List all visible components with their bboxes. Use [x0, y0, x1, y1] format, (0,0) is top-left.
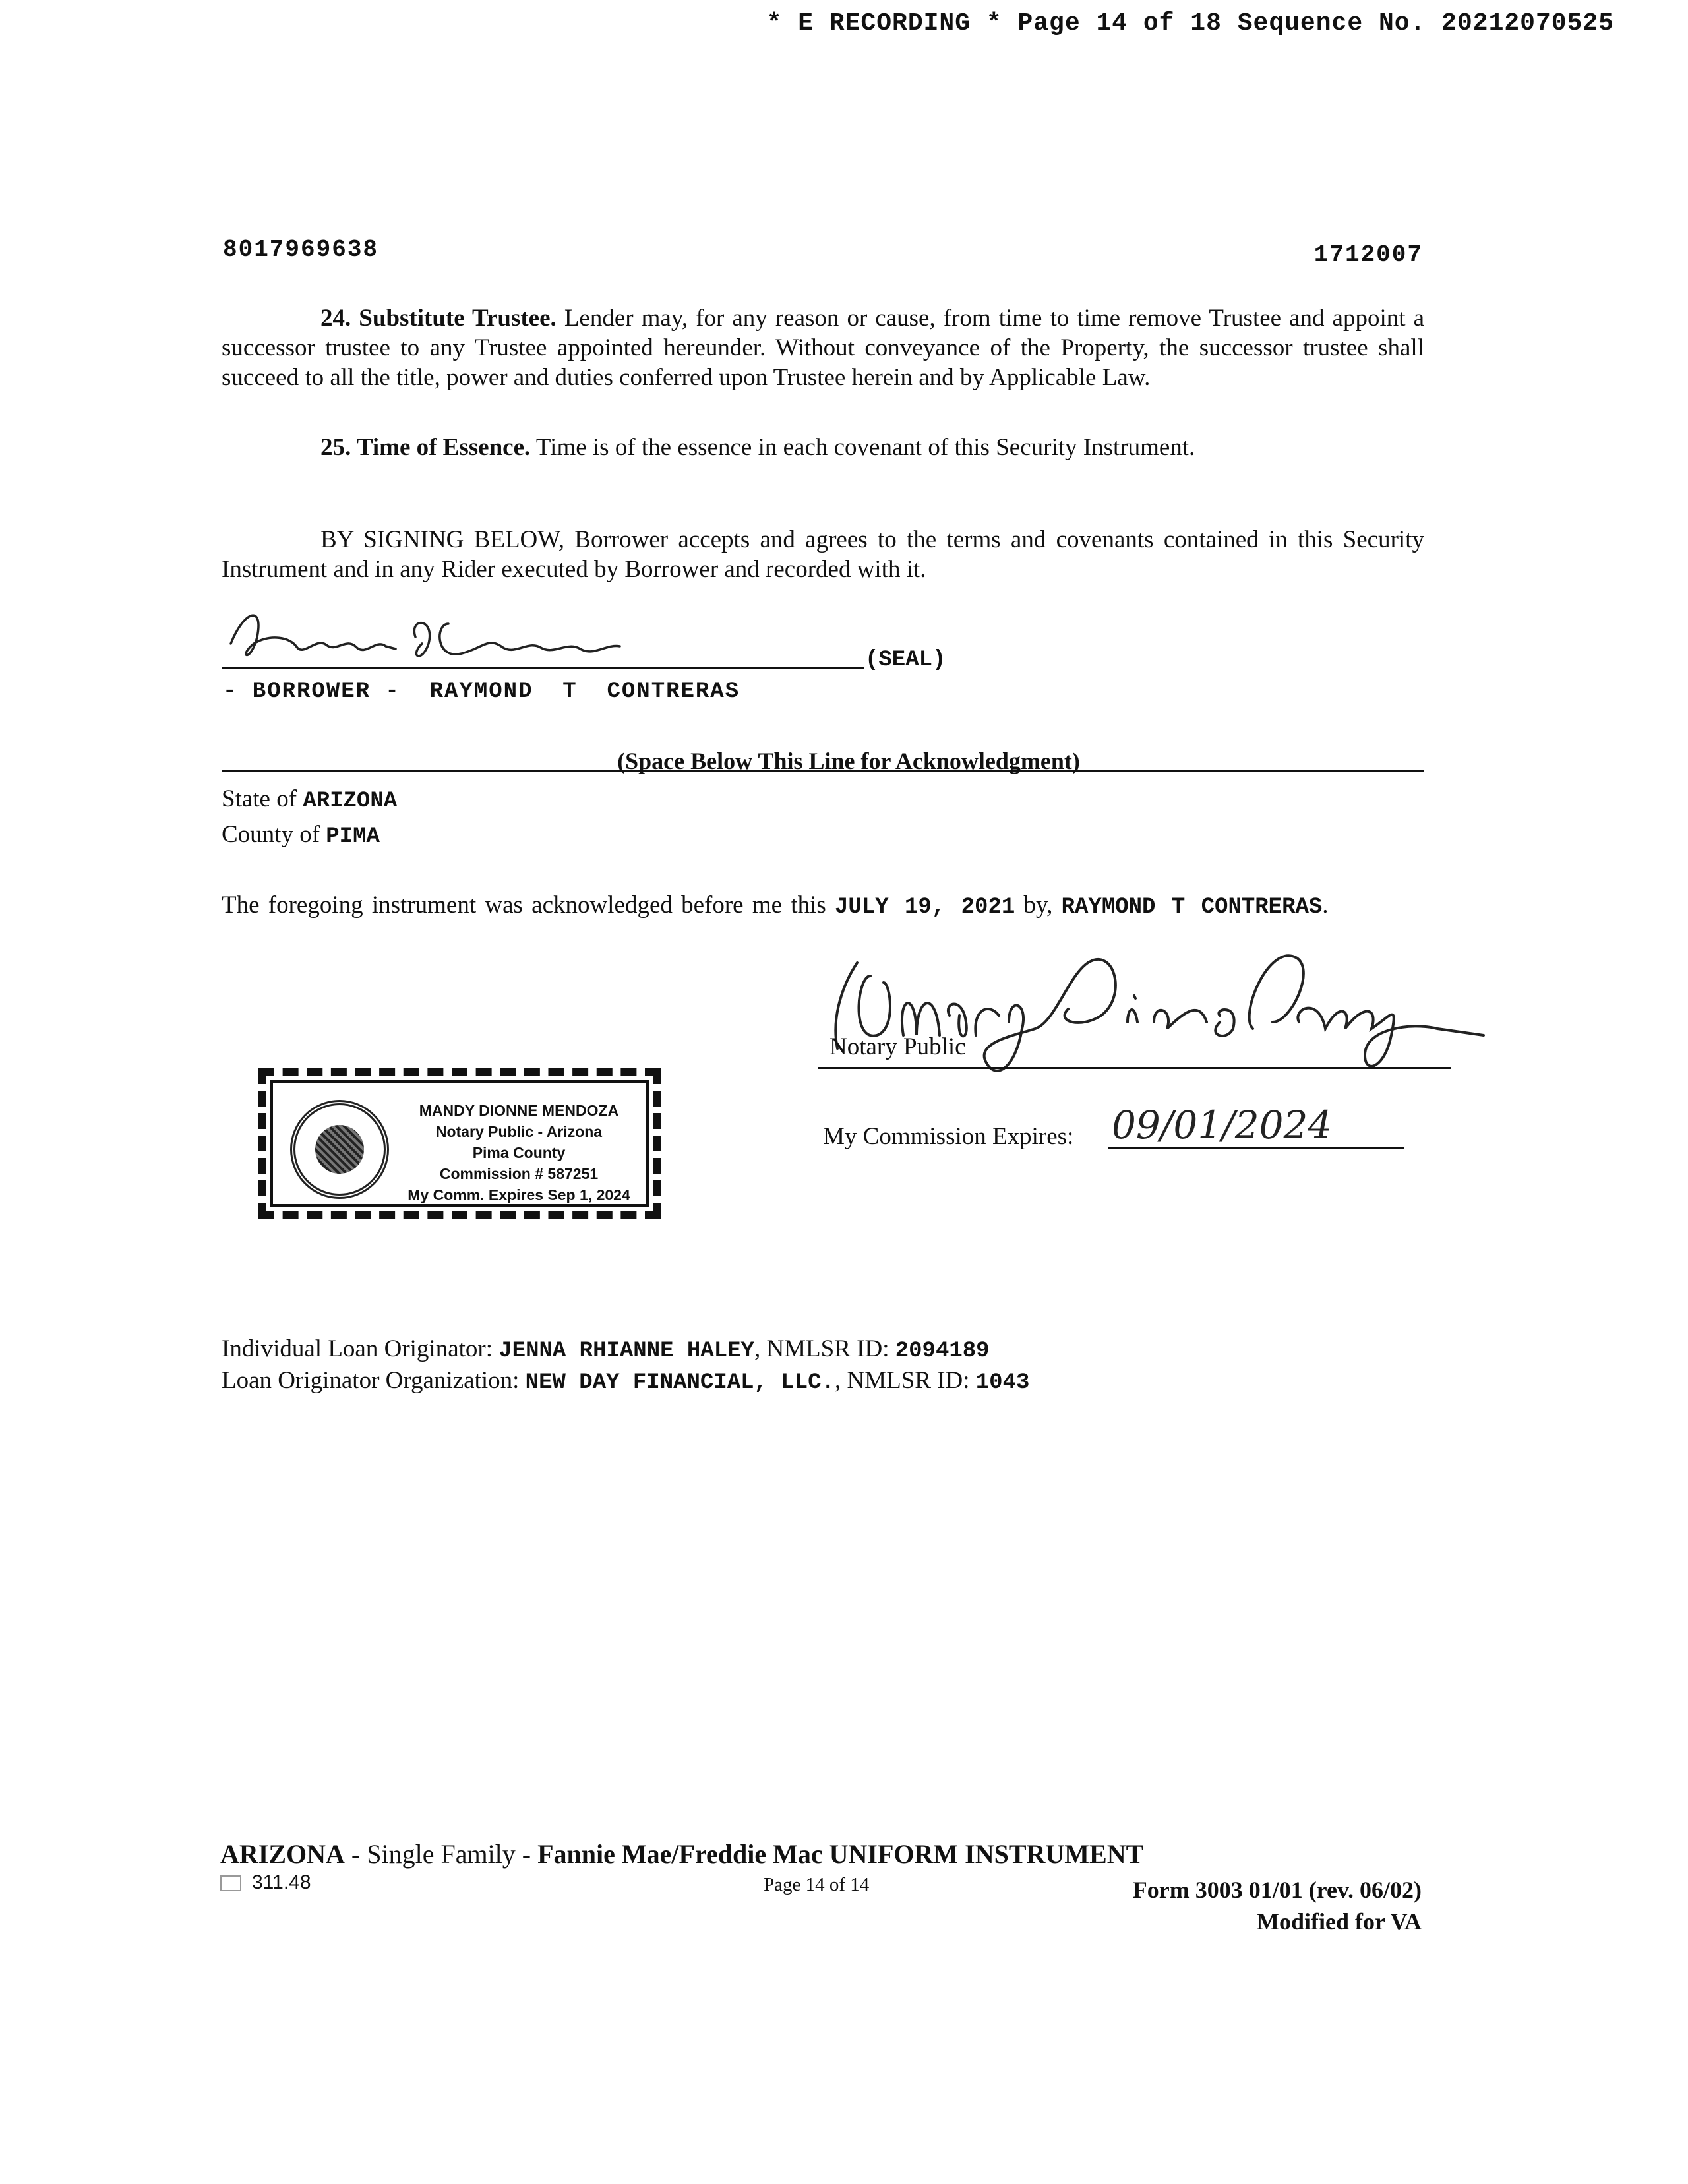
- organization-originator: [222, 1366, 1029, 1395]
- section-25-body: Time is of the essence in each covenant of this Security Instrument.: [535, 434, 1195, 461]
- loan-number-right: 1712007: [1313, 241, 1423, 268]
- individual-id: 2094189: [895, 1339, 990, 1364]
- footer-title: [220, 1838, 1143, 1869]
- footer-form-number: Form 3003 01/01 (rev. 06/02): [1132, 1877, 1422, 1903]
- section-24-body: Lender may, for any reason or cause, from time to time remove Trustee and appoint a successor trustee to any Trustee appointed hereunder. Without conveyance of the Property, the successor trustee shall succeed to all the title, power and duties conferred upon Trustee herein and by Applicable Law.: [222, 305, 1424, 391]
- stamp-line-3: Pima County: [472, 1144, 566, 1161]
- state-line: [222, 785, 397, 814]
- footer-modified: Modified for VA: [1256, 1908, 1422, 1935]
- state-label: State of: [222, 785, 297, 812]
- individual-id-label: , NMLSR ID:: [754, 1335, 889, 1362]
- footer-page: Page 14 of 14: [764, 1874, 870, 1895]
- organization-id-label: , NMLSR ID:: [834, 1367, 970, 1394]
- stamp-line-5: My Comm. Expires Sep 1, 2024: [407, 1186, 630, 1203]
- stamp-line-4: Commission # 587251: [439, 1165, 599, 1182]
- county-line: [222, 820, 380, 849]
- footer-instrument: Fannie Mae/Freddie Mac UNIFORM INSTRUMENT: [537, 1839, 1144, 1869]
- loan-number-left: 8017969638: [223, 236, 379, 263]
- notary-stamp: [258, 1068, 661, 1219]
- recording-header: * E RECORDING * Page 14 of 18 Sequence No. 20212070525: [766, 9, 1614, 38]
- individual-originator-label: Individual Loan Originator:: [222, 1335, 493, 1362]
- organization-name: NEW DAY FINANCIAL, LLC.: [525, 1370, 835, 1395]
- section-25: [222, 433, 1424, 462]
- organization-label: Loan Originator Organization:: [222, 1367, 520, 1394]
- signing-statement-text: BY SIGNING BELOW, Borrower accepts and agrees to the terms and covenants contained in this Security Instrument and in any Rider executed by Borrower and recorded with it.: [222, 526, 1424, 583]
- state-value: ARIZONA: [303, 789, 398, 814]
- acknowledgment-statement: [222, 890, 1424, 923]
- stamp-line-2: Notary Public - Arizona: [435, 1123, 603, 1140]
- footer-form: [1133, 1874, 1422, 1937]
- borrower-signature: [218, 597, 626, 677]
- acknowledgment-heading: (Space Below This Line for Acknowledgment): [617, 748, 1080, 774]
- acknowledgment-period: .: [1322, 892, 1329, 919]
- notary-signature-line: [818, 1067, 1451, 1069]
- notary-title: Notary Public: [829, 1033, 966, 1060]
- acknowledgment-text: The foregoing instrument was acknowledged before me this: [222, 892, 826, 919]
- acknowledgment-date: JULY 19, 2021: [835, 895, 1015, 920]
- footer-separator: - Single Family -: [344, 1839, 538, 1869]
- acknowledgment-name: RAYMOND T CONTRERAS: [1061, 895, 1323, 920]
- county-label: County of: [222, 821, 320, 848]
- state-seal-icon: [290, 1100, 389, 1199]
- commission-line: [1108, 1147, 1404, 1149]
- footer-state: ARIZONA: [220, 1839, 345, 1869]
- county-value: PIMA: [326, 824, 380, 849]
- section-24-title: 24. Substitute Trustee.: [320, 305, 557, 332]
- seal-label: (SEAL): [865, 648, 946, 673]
- stamp-name: MANDY DIONNE MENDOZA: [419, 1102, 619, 1119]
- commission-label: My Commission Expires:: [823, 1123, 1074, 1150]
- organization-id: 1043: [975, 1370, 1030, 1395]
- form-icon: [220, 1875, 241, 1891]
- commission-value: 09/01/2024: [1112, 1103, 1333, 1147]
- individual-originator-name: JENNA RHIANNE HALEY: [498, 1339, 754, 1364]
- footer-code: [220, 1871, 311, 1894]
- section-24: [222, 303, 1424, 392]
- borrower-signature-line: [222, 667, 864, 669]
- individual-originator: [222, 1335, 990, 1364]
- section-25-title: 25. Time of Essence.: [320, 434, 531, 461]
- stamp-text: [397, 1100, 641, 1205]
- borrower-line-label: - BORROWER - RAYMOND T CONTRERAS: [223, 679, 740, 704]
- signing-statement: [222, 525, 1424, 584]
- acknowledgment-by: by,: [1023, 892, 1053, 919]
- footer-code-value: 311.48: [252, 1871, 311, 1893]
